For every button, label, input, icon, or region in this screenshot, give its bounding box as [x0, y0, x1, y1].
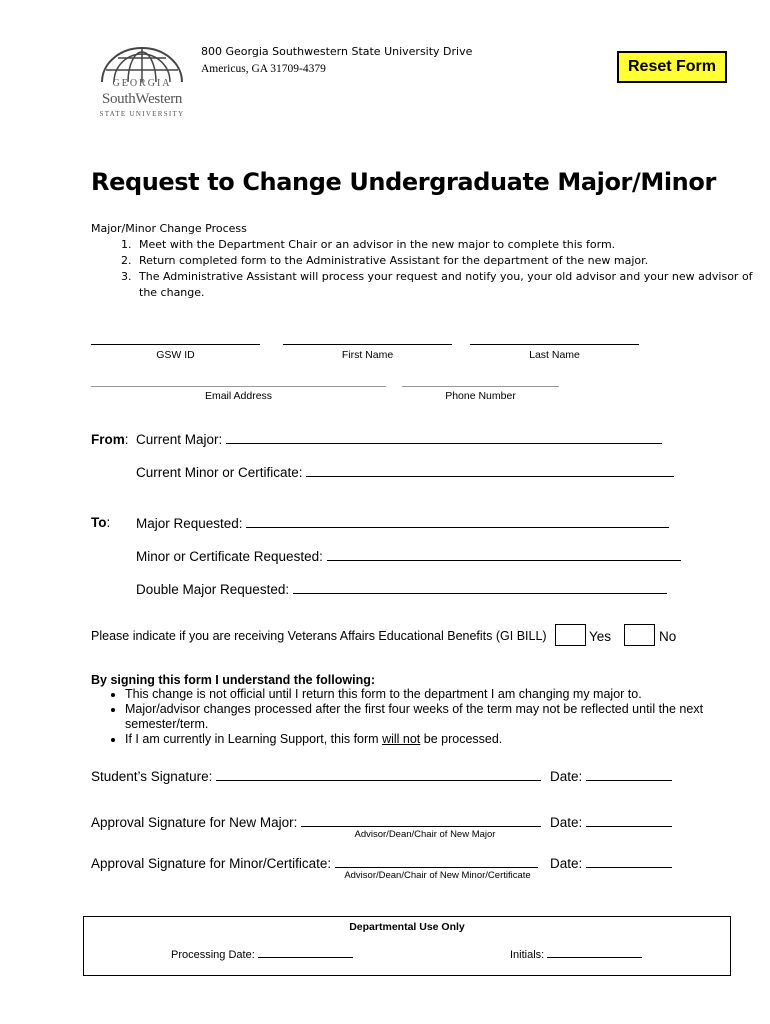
veterans-no-checkbox[interactable]	[624, 624, 655, 646]
student-date-row	[550, 768, 672, 784]
to-label: To	[91, 515, 107, 530]
new-major-date-label: Date:	[550, 815, 583, 830]
to-label-row: To:	[91, 515, 111, 530]
university-logo	[94, 44, 190, 120]
process-step-3: 3. The Administrative Assistant will process your request and notify you, your old advisor and your new advisor of the change.	[135, 269, 770, 301]
from-row: From: Current Major:	[91, 431, 662, 447]
current-minor-label: Current Minor or Certificate:	[136, 465, 303, 480]
initials-field[interactable]	[547, 947, 642, 958]
minor-signature-sublabel: Advisor/Dean/Chair of New Minor/Certificate	[344, 870, 531, 881]
processing-date-row	[171, 947, 353, 961]
veterans-yes-checkbox[interactable]	[555, 624, 586, 646]
current-major-field[interactable]	[226, 431, 662, 444]
minor-signature-label: Approval Signature for Minor/Certificate:	[91, 856, 332, 871]
veterans-question: Please indicate if you are receiving Veterans Affairs Educational Benefits (GI BILL)	[91, 629, 547, 643]
change-process-section	[91, 221, 770, 301]
double-major-field[interactable]	[293, 581, 667, 594]
current-minor-field[interactable]	[306, 464, 674, 477]
acknowledgement-item-3-pre: If I am currently in Learning Support, this form	[125, 732, 383, 746]
acknowledgement-item-3-post: be processed.	[420, 732, 503, 746]
page-title: Request to Change Undergraduate Major/Minor	[91, 168, 716, 196]
processing-date-field[interactable]	[258, 947, 353, 958]
first-name-field[interactable]	[283, 344, 452, 345]
veterans-yes-label: Yes	[589, 629, 612, 644]
last-name-label: Last Name	[529, 349, 580, 361]
acknowledgement-heading: By signing this form I understand the following:	[91, 673, 376, 687]
minor-date-label: Date:	[550, 856, 583, 871]
minor-requested-field[interactable]	[327, 548, 681, 561]
address-line-2: Americus, GA 31709-4379	[201, 63, 326, 75]
reset-form-button[interactable]: Reset Form	[617, 51, 727, 83]
minor-requested-label: Minor or Certificate Requested:	[136, 549, 323, 564]
acknowledgement-item-1: • This change is not official until I return this form to the department I am changing my major to.	[125, 687, 731, 702]
from-label: From	[91, 432, 125, 447]
process-steps	[91, 237, 770, 301]
student-date-label: Date:	[550, 769, 583, 784]
current-major-label: Current Major:	[136, 432, 223, 447]
major-requested-label: Major Requested:	[136, 516, 243, 531]
departmental-heading: Departmental Use Only	[349, 921, 465, 933]
minor-date-row	[550, 855, 672, 871]
logo-state-university-text: STATE UNIVERSITY	[99, 110, 185, 118]
gsw-id-label: GSW ID	[156, 349, 195, 361]
new-major-date-field[interactable]	[586, 814, 672, 827]
veterans-no-label: No	[659, 629, 677, 644]
process-heading: Major/Minor Change Process	[91, 222, 247, 235]
address-line-1: 800 Georgia Southwestern State University Drive	[201, 45, 473, 58]
logo-southwestern-text: SouthWestern	[101, 91, 183, 107]
major-requested-field[interactable]	[246, 515, 669, 528]
new-major-signature-sublabel: Advisor/Dean/Chair of New Major	[354, 829, 496, 840]
student-signature-field[interactable]	[216, 768, 541, 781]
initials-label: Initials:	[510, 949, 545, 961]
new-major-signature-field[interactable]	[301, 814, 541, 827]
process-step-1: 1. Meet with the Department Chair or an advisor in the new major to complete this form.	[135, 237, 770, 253]
phone-label: Phone Number	[445, 390, 516, 402]
acknowledgement-item-2: • Major/advisor changes processed after the first four weeks of the term may not be reflected until the next semester/term.	[125, 702, 731, 732]
email-field[interactable]	[91, 386, 386, 387]
phone-field[interactable]	[402, 386, 559, 387]
acknowledgement-list	[91, 687, 731, 747]
process-step-2: 2. Return completed form to the Administrative Assistant for the department of the new major.	[135, 253, 770, 269]
student-signature-label: Student’s Signature:	[91, 769, 213, 784]
student-date-field[interactable]	[586, 768, 672, 781]
acknowledgement-item-3	[125, 732, 731, 747]
current-minor-row	[136, 464, 674, 480]
acknowledgement-item-3-emphasis: will not	[382, 732, 421, 746]
double-major-row	[136, 581, 667, 597]
double-major-label: Double Major Requested:	[136, 582, 290, 597]
initials-row	[510, 947, 642, 961]
minor-signature-row	[91, 855, 538, 871]
minor-requested-row	[136, 548, 681, 564]
logo-georgia-text: GEORGIA	[112, 78, 172, 89]
acknowledgement-section	[91, 673, 731, 747]
minor-signature-field[interactable]	[335, 855, 538, 868]
minor-date-field[interactable]	[586, 855, 672, 868]
new-major-signature-row	[91, 814, 541, 830]
new-major-signature-label: Approval Signature for New Major:	[91, 815, 298, 830]
email-label: Email Address	[204, 390, 273, 402]
last-name-field[interactable]	[470, 344, 639, 345]
new-major-date-row	[550, 814, 672, 830]
major-requested-row	[136, 515, 669, 531]
gsw-id-field[interactable]	[91, 344, 260, 345]
first-name-label: First Name	[341, 349, 394, 361]
processing-date-label: Processing Date:	[171, 949, 255, 961]
student-signature-row	[91, 768, 541, 784]
